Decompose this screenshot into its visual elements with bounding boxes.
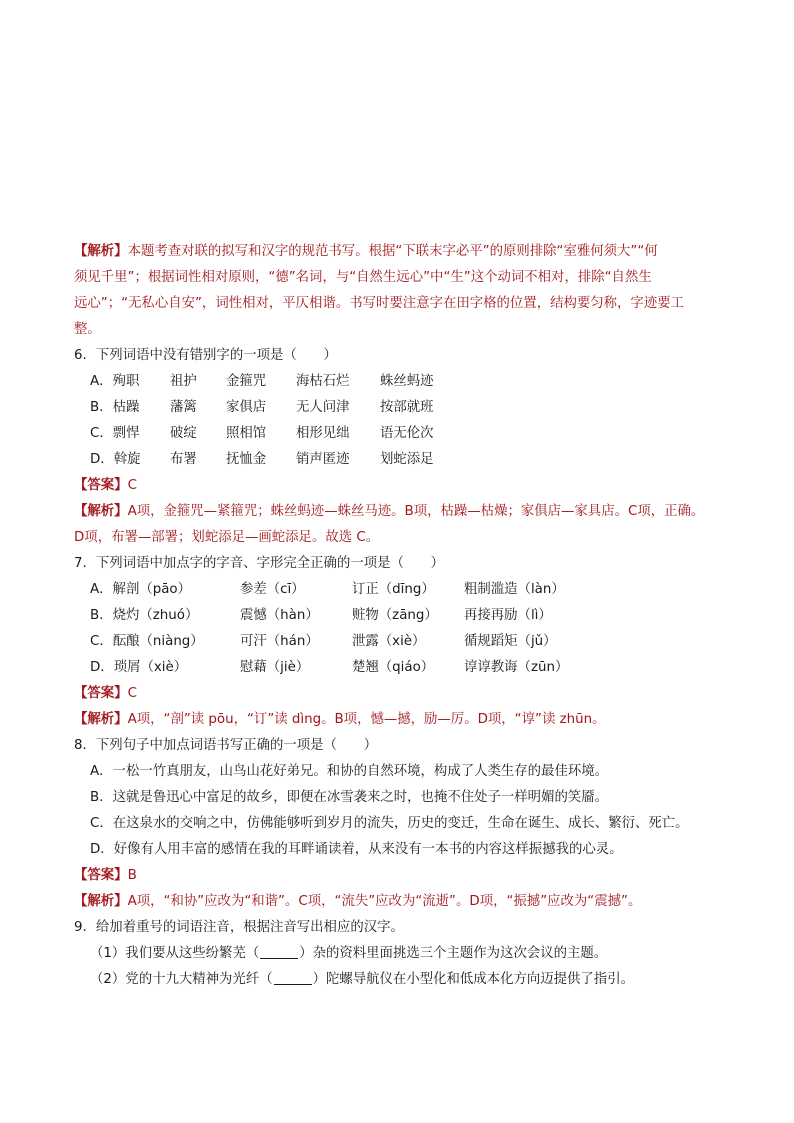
q7-stem: 7．下列词语中加点字的字音、字形完全正确的一项是（ ） <box>74 556 445 571</box>
q6-stem: 6．下列词语中没有错别字的一项是（ ） <box>74 348 337 363</box>
q6-analysis-line-2: D项，布署—部署；划蛇添足—画蛇添足。故选 C。 <box>74 530 380 545</box>
q9-blank-2[interactable] <box>274 970 312 985</box>
q9-item-1: （1）我们要从这些纷繁芜（ ）杂的资料里面挑选三个主题作为这次会议的主题。 <box>90 946 608 961</box>
q8-option-a: A．一松一竹真朋友，山鸟山花好弟兄。和协的自然环境，构成了人类生存的最佳环境。 <box>90 764 609 779</box>
top-analysis-line-3: 远心”；“无私心自安”，词性相对，平仄相谐。书写时要注意字在田字格的位置，结构要匀称，字迹要工 <box>74 296 684 311</box>
q8-analysis: 【解析】A项，“和协”应改为“和谐”。C项，“流失”应改为“流逝”。D项，“振撼”应改为“震撼”。 <box>74 894 642 909</box>
q9-blank-1[interactable] <box>260 944 298 959</box>
q8-stem: 8．下列句子中加点词语书写正确的一项是（ ） <box>74 738 378 753</box>
q8-answer: 【答案】B <box>74 868 137 883</box>
q8-option-b: B．这就是鲁迅心中富足的故乡，即便在冰雪袭来之时，也掩不住处子一样明媚的笑靥。 <box>90 790 609 805</box>
q9-stem: 9．给加着重号的词语注音，根据注音写出相应的汉字。 <box>74 920 404 935</box>
top-analysis-line-1: 【解析】本题考查对联的拟写和汉字的规范书写。根据“下联末字必平”的原则排除“室雅何须大”“何 <box>74 244 658 259</box>
q7-analysis: 【解析】A项，“剖”读 pōu，“订”读 dìng。B项，憾—撼，励—厉。D项，“谆”读 zhūn。 <box>74 712 606 727</box>
top-analysis-line-4: 整。 <box>74 322 101 337</box>
top-analysis-line-2: 须见千里”；根据词性相对原则，“德”名词，与“自然生远心”中“生”这个动词不相对，排除“自然生 <box>74 270 652 285</box>
q9-item-2: （2）党的十九大精神为光纤（ ）陀螺导航仪在小型化和低成本化方向迈提供了指引。 <box>90 972 634 987</box>
q6-answer: 【答案】C <box>74 478 137 493</box>
document-page: 【解析】本题考查对联的拟写和汉字的规范书写。根据“下联末字必平”的原则排除“室雅何须大”“何 须见千里”；根据词性相对原则，“德”名词，与“自然生远心”中“生”这个动词不相对，排除“自然生 远心”；“无私心自安”，词性相对，平仄相谐。书写时要注意字在田字格的位置，结构要匀称，字迹要工 整。 6．下列词语中没有错别字的一项是（ ） A．殉职 祖护 金箍咒 海枯石烂 蛛丝蚂迹 B．枯躁 藩篱 家俱店 无人问津 按部就班 C．剽悍 破绽 照相馆 相形见绌 语无伦次 D．斡旋 布署 抚恤金 销声匿迹 划蛇添足 【答案】C 【解析】A项，金箍咒—紧箍咒；蛛丝蚂迹—蛛丝马迹。B项，枯躁—枯燥；家俱店—家具店。C项，正确。 D项，布署—部署；划蛇添足—画蛇添足。故选 C。 7．下列词语中加点字的字音、字形完全正确的一项是（ ） A．解剖（pāo） 参差（cī） 订正（dīng） 粗制滥造（làn） B．烧灼（zhuó） 震憾（hàn） 赃物（zāng） 再接再励（lì） C．酝酿（niàng） 可汗（hán） 泄露（xiè） 循规蹈矩（jǔ） D．琐屑（xiè） 慰藉（jiè） 楚翘（qiáo） 谆谆教诲（zūn） 【答案】C 【解析】A项，“剖”读 pōu，“订”读 dìng。B项，憾—撼，励—厉。D项，“谆”读 zhūn。 8．下列句子中加点词语书写正确的一项是（ ） A．一松一竹真朋友，山鸟山花好弟兄。和协的自然环境，构成了人类生存的最佳环境。 B．这就是鲁迅心中富足的故乡，即便在冰雪袭来之时，也掩不住处子一样明媚的笑靥。 C．在这泉水的交响之中，仿佛能够听到岁月的流失，历史的变迁，生命在诞生、成长、繁衍、死亡。 D．好像有人用丰富的感情在我的耳畔诵读着，从来没有一本书的内容这样振撼我的心灵。 【答案】B 【解析】A项，“和协”应改为“和谐”。C项，“流失”应改为“流逝”。D项，“振撼”应改为“震撼”。 9．给加着重号的词语注音，根据注音写出相应的汉字。 （1）我们要从这些纷繁芜（ ）杂的资料里面挑选三个主题作为这次会议的主题。 （2）党的十九大精神为光纤（ ）陀螺导航仪在小型化和低成本化方向迈提供了指引。 <box>0 0 794 1123</box>
q7-answer: 【答案】C <box>74 686 137 701</box>
q8-option-d: D．好像有人用丰富的感情在我的耳畔诵读着，从来没有一本书的内容这样振撼我的心灵。 <box>90 842 623 857</box>
q8-option-c: C．在这泉水的交响之中，仿佛能够听到岁月的流失，历史的变迁，生命在诞生、成长、繁衍、死亡。 <box>90 816 689 831</box>
analysis-tag: 【解析】 <box>74 244 128 259</box>
q6-analysis-line-1: 【解析】A项，金箍咒—紧箍咒；蛛丝蚂迹—蛛丝马迹。B项，枯躁—枯燥；家俱店—家具店。C项，正确。 <box>74 504 705 519</box>
